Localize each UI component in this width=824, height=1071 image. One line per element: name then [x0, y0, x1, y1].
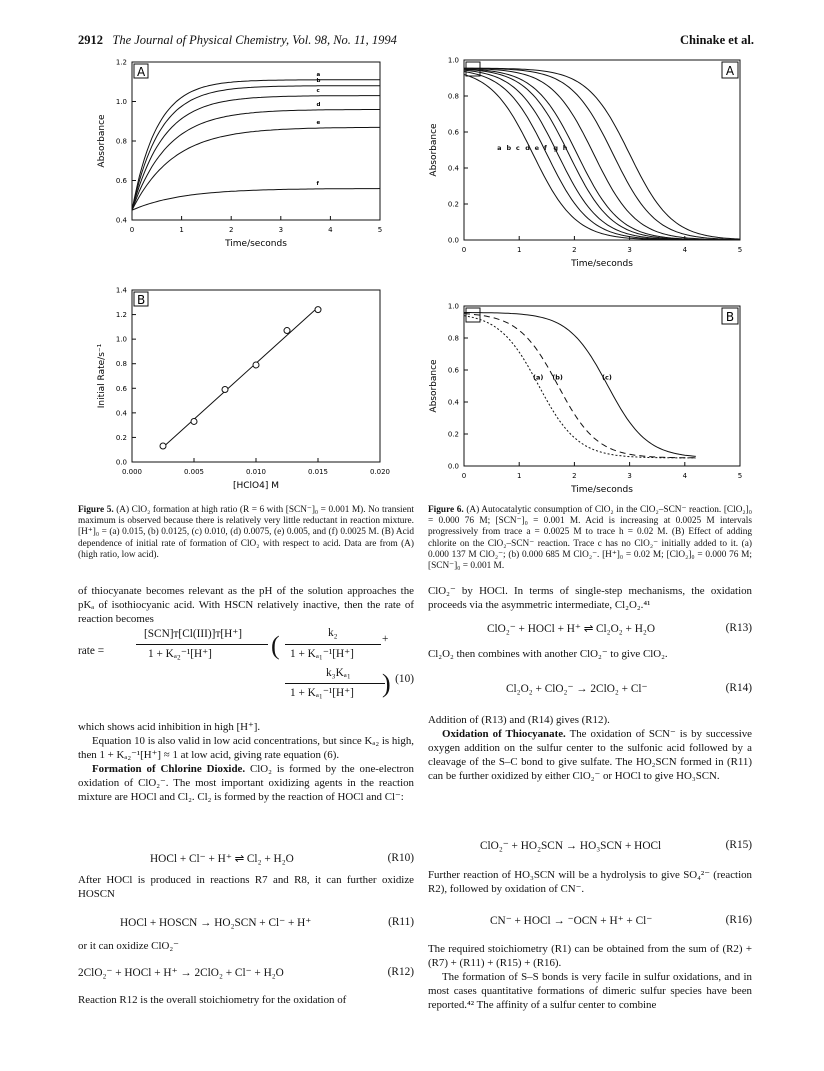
figure-5b-chart [88, 284, 398, 506]
series-label: b [506, 144, 512, 152]
y-tick-label: 0.6 [115, 177, 127, 185]
reaction-r15: ClO₂⁻ + HO₂SCN → HO₃SCN + HOCl (R15) [480, 839, 752, 852]
series-label: a [316, 71, 321, 78]
y-tick-label: 0.6 [447, 366, 459, 375]
x-tick-label: 3 [278, 226, 284, 234]
series-line-d [464, 69, 740, 240]
y-tick-label: 0.8 [115, 360, 127, 369]
series-line-f [132, 189, 380, 211]
x-tick-label: 5 [737, 472, 743, 480]
x-tick-label: 3 [627, 246, 632, 254]
series-line-e [132, 127, 380, 210]
reaction-r14: Cl₂O₂ + ClO₂⁻ → 2ClO₂ + Cl⁻ (R14) [506, 682, 752, 695]
reaction-r16: CN⁻ + HOCl → ⁻OCN + H⁺ + Cl⁻ (R16) [490, 914, 752, 927]
series-line-c [464, 70, 740, 240]
series-line-e [464, 69, 740, 240]
x-tick-label: 0 [461, 472, 467, 480]
fit-line [163, 307, 318, 447]
y-tick-label: 1.4 [115, 286, 127, 295]
page-number: 2912 [78, 33, 103, 47]
series-label: h [562, 144, 568, 152]
x-tick-label: 2 [572, 246, 577, 254]
reaction-r10: HOCl + Cl⁻ + H⁺ ⇌ Cl₂ + H₂O (R10) [150, 852, 414, 865]
x-tick-label: 1 [516, 246, 522, 254]
series-line-b [132, 86, 380, 210]
data-point [315, 307, 321, 313]
y-tick-label: 0.8 [447, 334, 459, 343]
series-label: d [525, 144, 530, 152]
figure-6-caption: Figure 6. (A) Autocatalytic consumption of ClO₂ in the ClO₂–SCN⁻ reaction. [ClO₂]₀ = 0.000 76 M; [SCN⁻]₀ = 0.001 M. Acid is increasing at 0.0025 M intervals progressively from trace a = 0.0025 M to trace h = 0.02 M. (B) Effect of adding chlorite on the ClO₂–SCN⁻ reaction. Trace c has no ClO₂⁻ initially added to it. (a) 0.000 137 M ClO₂⁻; (b) 0.000 685 M ClO₂⁻. [H⁺]₀ = 0.02 M; [ClO₂]₀ = 0.000 76 M; [SCN⁻]₀ = 0.001 M. [428, 505, 752, 572]
y-tick-label: 1.0 [115, 335, 127, 344]
x-tick-label: 2 [228, 226, 234, 234]
series-line-g [464, 68, 740, 239]
x-axis-label: Time/seconds [571, 259, 633, 269]
y-tick-label: 0.8 [115, 137, 127, 146]
y-tick-label: 0.4 [115, 216, 127, 225]
left-column-para-3: After HOCl is produced in reactions R7 and R8, it can further oxidize HOSCN [78, 874, 414, 900]
panel-letter: B [137, 293, 146, 307]
x-tick-label: 3 [627, 472, 632, 480]
reaction-r11: HOCl + HOSCN → HO₂SCN + Cl⁻ + H⁺ (R11) [120, 916, 414, 929]
y-tick-label: 0.6 [115, 384, 127, 393]
x-tick-label: 0.005 [183, 468, 205, 476]
series-label: c [316, 87, 320, 94]
x-tick-label: 0 [129, 226, 135, 234]
series-line-a [464, 75, 740, 241]
x-axis-label: Time/seconds [225, 239, 287, 249]
figure-5a-chart [88, 56, 398, 271]
series-label: g [553, 144, 559, 152]
x-tick-label: 4 [682, 246, 688, 254]
y-tick-label: 0.0 [115, 458, 127, 467]
figure-6b-chart [424, 300, 760, 500]
right-column-para-5: The required stoichiometry (R1) can be obtained from the sum of (R2) + (R7) + (R11) + (R15) + (R16). The formation of S–S bonds is very facile in sulfur oxidations, and in most cases quantitative formations of dimeric sulfur species have been reported.⁴² The affinity of a sulfur center to combine [428, 943, 752, 1011]
plot-frame [464, 60, 740, 240]
x-tick-label: 5 [377, 226, 383, 234]
y-axis-label: Absorbance [429, 359, 439, 413]
x-tick-label: 4 [682, 472, 688, 480]
y-tick-label: 0.4 [447, 164, 459, 173]
series-label: (a) [533, 373, 544, 382]
y-tick-label: 1.0 [447, 302, 459, 311]
series-label: e [534, 144, 540, 152]
x-tick-label: 5 [737, 246, 743, 254]
data-point [191, 418, 197, 424]
x-axis-label: Time/seconds [571, 485, 633, 495]
series-label: (b) [552, 373, 563, 382]
panel-letter: B [725, 310, 735, 324]
series-line-(c) [464, 313, 696, 457]
series-label: c [515, 144, 520, 152]
y-axis-label: Initial Rate/s⁻¹ [97, 343, 107, 409]
left-column-para-1: of thiocyanate becomes relevant as the pH of the solution approaches the pKₐ of isothiocyanic acid. With HSCN relatively inactive, then the rate of reaction becomes [78, 585, 414, 625]
y-tick-label: 0.0 [447, 462, 459, 471]
y-tick-label: 1.2 [115, 58, 127, 67]
x-tick-label: 0.020 [369, 468, 391, 476]
y-tick-label: 0.2 [447, 430, 459, 439]
x-tick-label: 2 [572, 472, 577, 480]
x-tick-label: 4 [328, 226, 333, 234]
series-line-f [464, 69, 740, 240]
series-label: b [316, 77, 321, 84]
data-point [253, 362, 259, 368]
y-tick-label: 1.0 [115, 98, 127, 106]
series-label: a [497, 144, 502, 152]
y-axis-label: Absorbance [429, 123, 439, 177]
left-column-para-5: Reaction R12 is the overall stoichiometry for the oxidation of [78, 994, 347, 1006]
x-tick-label: 1 [179, 226, 184, 234]
x-tick-label: 0.000 [121, 468, 143, 476]
right-column-para-1: ClO₂⁻ by HOCl. In terms of single-step mechanisms, the oxidation proceeds via the asymmetric intermediate, Cl₂O₂.⁴¹ [428, 585, 752, 611]
figure-5-caption: Figure 5. (A) ClO₂ formation at high ratio (R = 6 with [SCN⁻]₀ = 0.001 M). No transient maximum is observed because there is relatively very little reductant in reaction mixture. [H⁺]₀ = (a) 0.015, (b) 0.0125, (c) 0.010, (d) 0.0075, (e) 0.005, and (f) 0.0025 M. (B) Acid dependence of initial rate of formation of ClO₂ with respect to acid. Data are from (A) (high ratio, low acid). [78, 505, 414, 560]
x-tick-label: 0 [461, 246, 467, 254]
journal-title: The Journal of Physical Chemistry, Vol. 98, No. 11, 1994 [112, 33, 397, 47]
series-label: d [316, 101, 321, 108]
series-line-(b) [464, 314, 696, 458]
x-axis-label: [HClO4] M [232, 481, 280, 491]
y-tick-label: 0.2 [115, 433, 127, 442]
series-label: e [316, 120, 321, 127]
equation-10: rate = [SCN]ᴛ[Cl(III)]ᴛ[H⁺] 1 + Kₐ₂⁻¹[H⁺] ( k₂ 1 + Kₐ₁⁻¹[H⁺] + k₃Kₐ₁ 1 + Kₐ₁⁻¹[H⁺] ) (10) [78, 627, 414, 699]
y-tick-label: 0.4 [447, 398, 459, 407]
x-tick-label: 0.010 [245, 468, 267, 476]
right-column-para-2: Cl₂O₂ then combines with another ClO₂⁻ to give ClO₂. [428, 648, 668, 660]
x-tick-label: 0.015 [307, 468, 329, 476]
running-header [78, 33, 397, 48]
right-column-para-4: Further reaction of HO₃SCN will be a hydrolysis to give SO₄²⁻ (reaction R2), followed by oxidation of CN⁻. [428, 869, 752, 895]
y-tick-label: 0.4 [115, 409, 127, 418]
figure-6a-chart [424, 54, 760, 294]
y-axis-label: Absorbance [97, 114, 107, 168]
y-tick-label: 0.8 [447, 92, 459, 101]
data-point [284, 328, 290, 334]
series-line-h [464, 68, 740, 239]
y-tick-label: 0.6 [447, 128, 459, 137]
data-point [160, 443, 166, 449]
left-column-para-2: which shows acid inhibition in high [H⁺]. Equation 10 is also valid in low acid concentrations, but since Kₐ₂ is high, then 1 + Kₐ₂⁻¹[H⁺] ≈ 1 at low acid, giving rate equation (6). Formation of Chlorine Dioxide. ClO₂ is formed by the one-electron oxidation of ClO₂⁻. The most important oxidizing agents in the reaction mixture are HOCl and Cl₂. Cl₂ is formed by the reaction of HOCl and Cl⁻: [78, 721, 414, 803]
data-point [222, 387, 228, 393]
right-column-para-3: Addition of (R13) and (R14) gives (R12). Oxidation of Thiocyanate. The oxidation of SCN⁻ is by successive oxygen addition on the sulfur center to the sulfonic acid followed by a cleavage of the S–C bond to give sulfate. The HO₂SCN formed in (R11) can be further oxidized by either ClO₂⁻ or HOCl to give HO₃SCN. [428, 714, 752, 782]
reaction-r13: ClO₂⁻ + HOCl + H⁺ ⇌ Cl₂O₂ + H₂O (R13) [487, 622, 752, 635]
series-line-d [132, 110, 380, 211]
panel-letter: A [137, 65, 146, 79]
series-label: f [316, 180, 319, 187]
y-tick-label: 1.0 [447, 56, 459, 65]
series-line-(a) [464, 316, 696, 458]
reaction-r12: 2ClO₂⁻ + HOCl + H⁺ → 2ClO₂ + Cl⁻ + H₂O (R12) [78, 966, 414, 979]
x-tick-label: 1 [516, 472, 522, 480]
series-label: (c) [602, 373, 612, 382]
y-tick-label: 0.0 [447, 236, 459, 245]
left-column-para-4: or it can oxidize ClO₂⁻ [78, 940, 179, 952]
y-tick-label: 1.2 [115, 311, 127, 320]
panel-letter: A [725, 64, 735, 78]
series-label: f [544, 144, 547, 152]
plot-frame [464, 306, 740, 466]
y-tick-label: 0.2 [447, 200, 459, 209]
authors: Chinake et al. [680, 33, 754, 47]
plot-frame [132, 290, 380, 462]
series-line-b [464, 72, 740, 241]
